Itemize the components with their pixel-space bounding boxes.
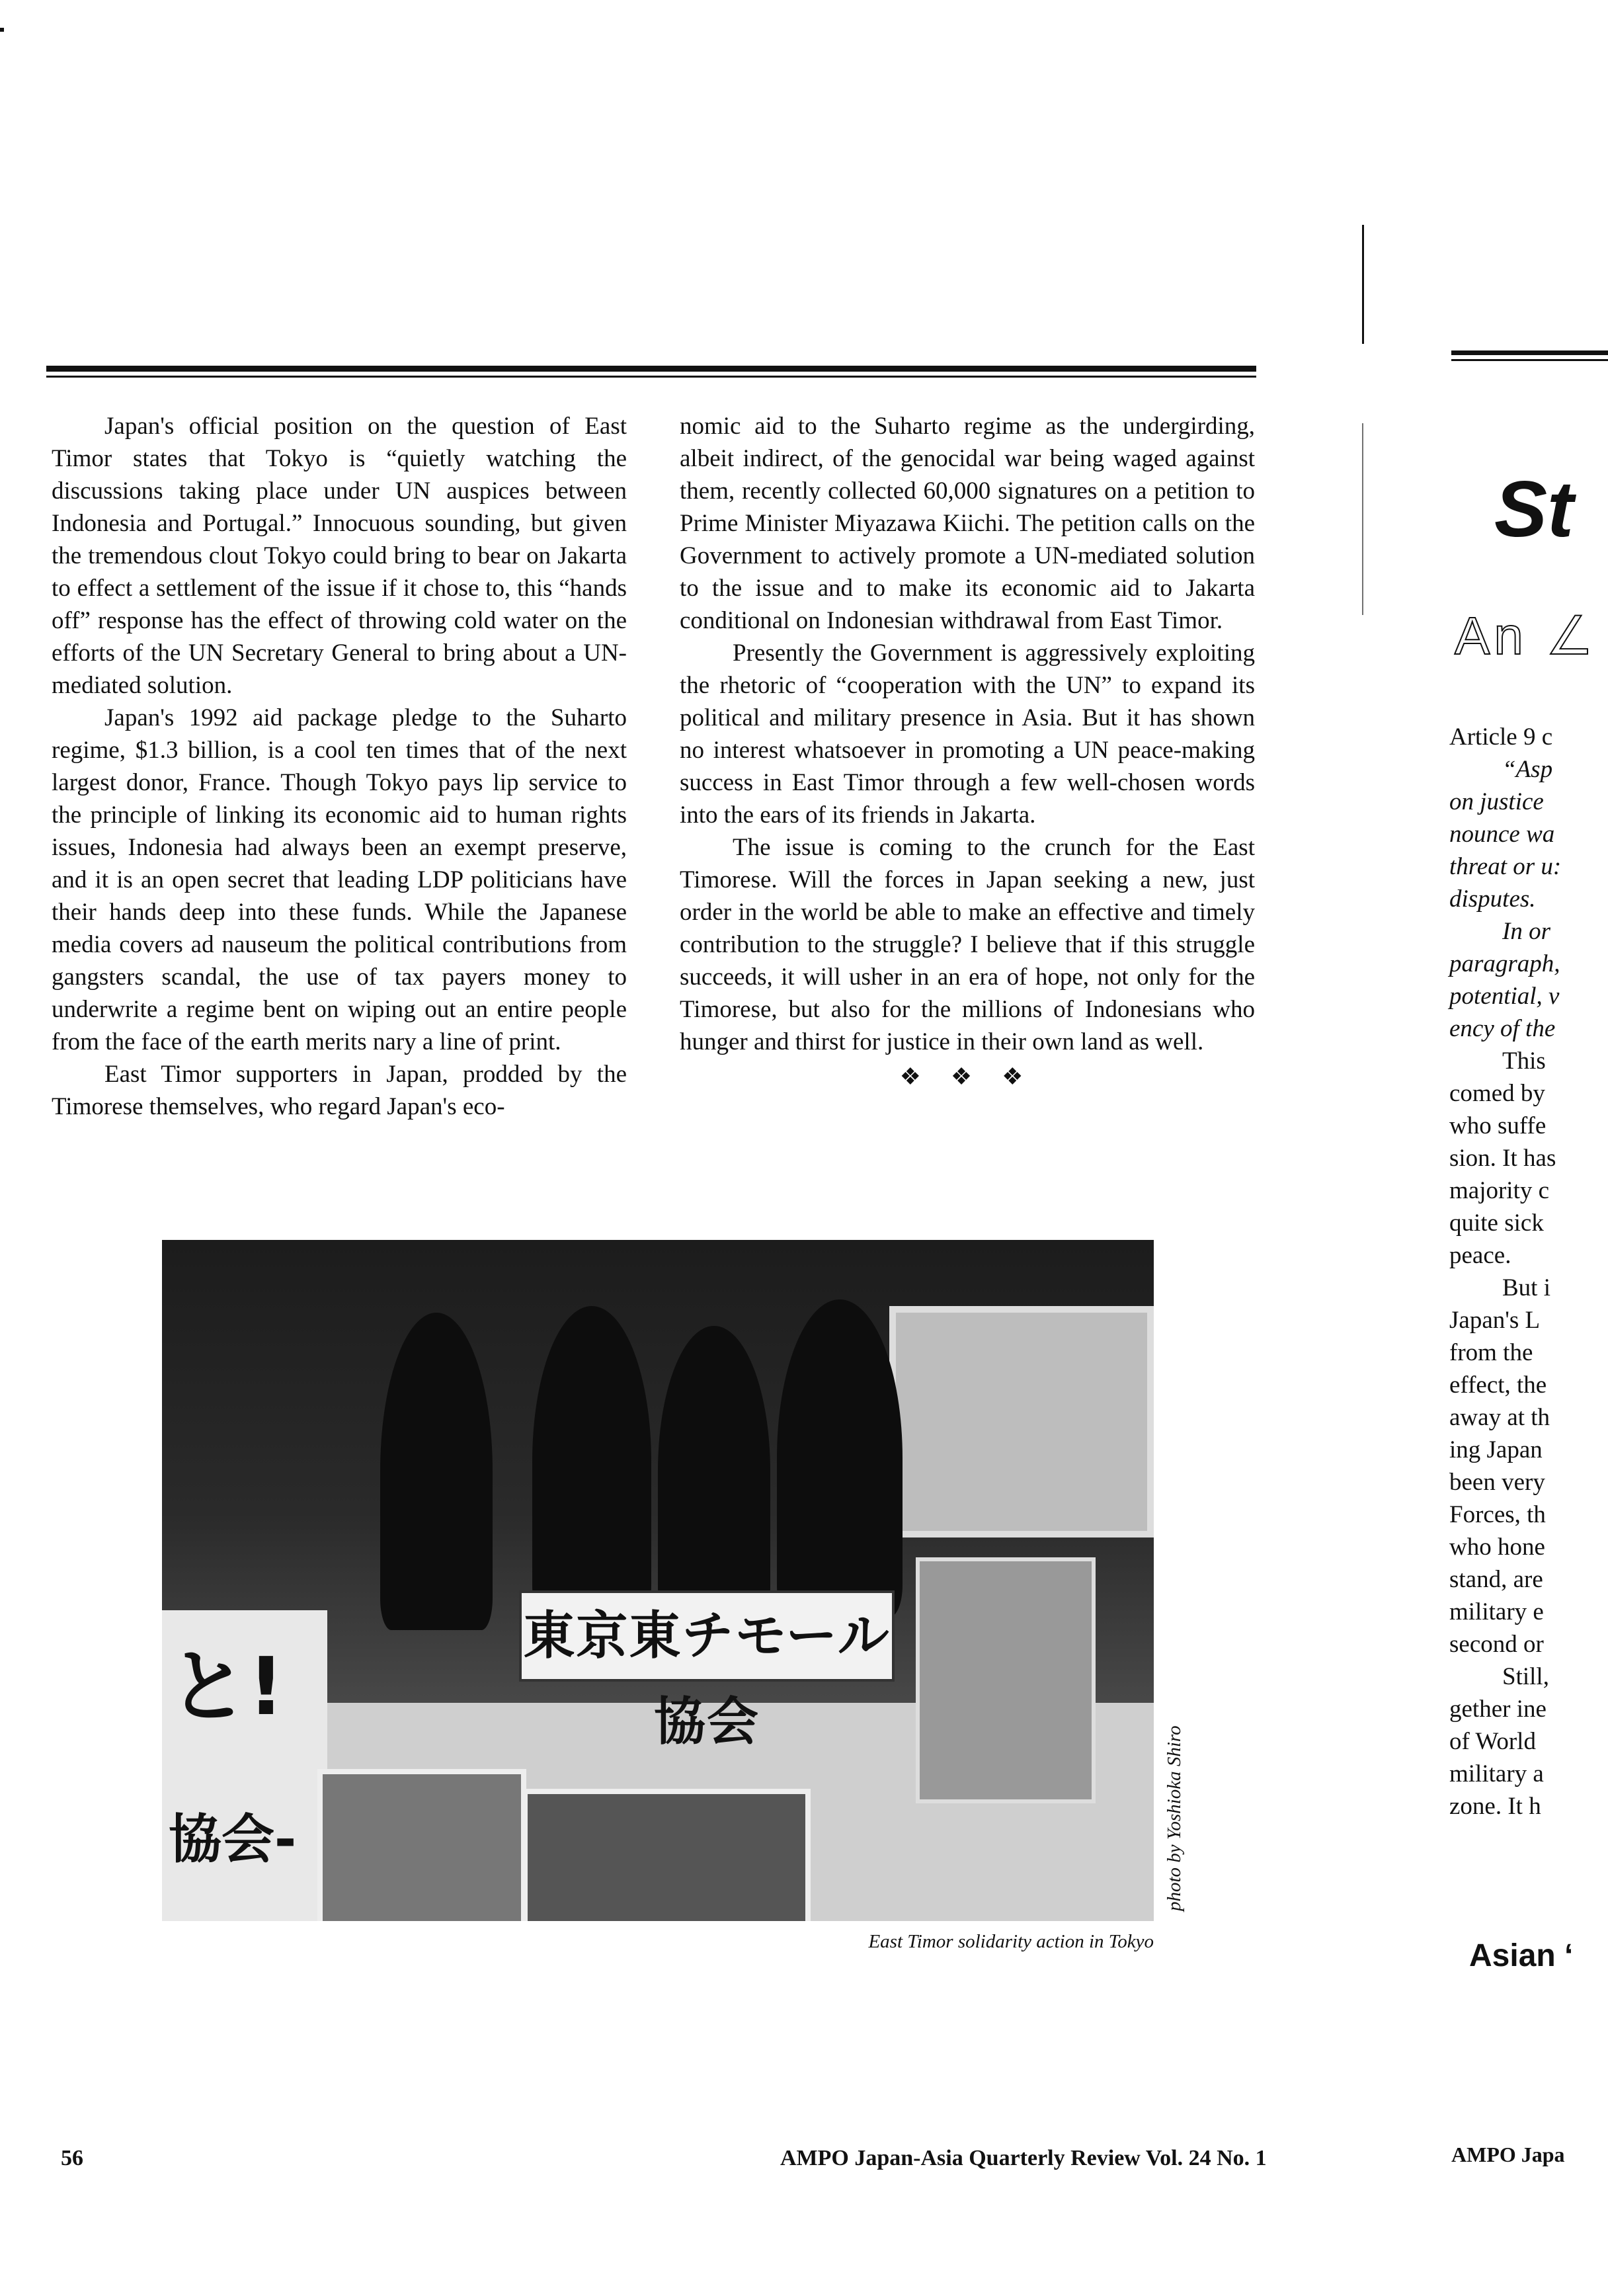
article-column-1: [52, 410, 627, 1123]
paragraph: The issue is coming to the crunch for the East Timorese. Will the forces in Japan seeking a new, just order in the world be able to make an effective and timely contribution to the struggle? I believe that if this struggle succeeds, it will usher in an era of hope, not only for the Timorese, but also for the millions of Indonesians who hunger and thirst for justice in their own land as well.: [680, 834, 1255, 1055]
next-page-title: St: [1494, 465, 1574, 554]
next-page-line: stand, are: [1449, 1566, 1543, 1593]
next-page-line: But i: [1502, 1274, 1550, 1301]
next-page-line: sion. It has: [1449, 1145, 1556, 1172]
next-page-line: Article 9 c: [1449, 723, 1553, 751]
page-gutter: [1362, 225, 1364, 344]
next-page-line: paragraph,: [1449, 950, 1560, 977]
next-page-line: Forces, th: [1449, 1501, 1546, 1528]
next-page-line: ency of the: [1449, 1015, 1556, 1042]
photo-banner-text-2: 協会-: [169, 1809, 297, 1870]
paragraph: Presently the Government is aggressively exploiting the rhetoric of “cooperation with the UN” to expand its political and military presence in Asia. But it has shown no interest whatsoever in promoting a UN peace-making success in East Timor through a few well-chosen words into the ears of its friends in Jakarta.: [680, 639, 1255, 829]
next-page-subtitle: An ∠: [1455, 606, 1597, 665]
next-page-journal-footer: AMPO Japa: [1451, 2143, 1565, 2166]
next-page-line: Still,: [1502, 1663, 1549, 1690]
photo-person: [777, 1299, 903, 1617]
next-page-line: “Asp: [1502, 756, 1553, 783]
journal-footer: AMPO Japan-Asia Quarterly Review Vol. 24 No. 1: [780, 2146, 1267, 2170]
next-page-line: of World: [1449, 1728, 1536, 1755]
next-page-line: effect, the: [1449, 1372, 1547, 1399]
next-page-line: from the: [1449, 1339, 1533, 1366]
next-page-line: majority c: [1449, 1177, 1550, 1204]
next-page-line: gether ine: [1449, 1696, 1547, 1723]
photo-caption: East Timor solidarity action in Tokyo: [868, 1931, 1154, 1952]
photo-banner-text: と!: [169, 1641, 284, 1733]
solidarity-photo: [162, 1240, 1154, 1921]
next-page-line: nounce wa: [1449, 821, 1555, 848]
photo-person: [532, 1306, 651, 1617]
next-page-line: quite sick: [1449, 1210, 1544, 1237]
photo-box: [916, 1557, 1096, 1803]
paragraph: East Timor supporters in Japan, prodded by the Timorese themselves, who regard Japan's eco-: [52, 1061, 627, 1120]
next-page-line: military a: [1449, 1760, 1544, 1787]
next-page-text: [1449, 721, 1561, 1823]
photo-poster: [522, 1789, 811, 1921]
page-number: 56: [61, 2146, 83, 2170]
next-page-line: zone. It h: [1449, 1793, 1541, 1820]
next-page-rule: [1451, 350, 1608, 355]
next-page-line: peace.: [1449, 1242, 1511, 1269]
top-rule-thin: [46, 376, 1256, 378]
next-page-line: on justice: [1449, 788, 1544, 815]
next-page-line: who hone: [1449, 1534, 1545, 1561]
next-page-line: potential, v: [1449, 983, 1560, 1010]
next-page-line: comed by: [1449, 1080, 1545, 1107]
next-page-line: military e: [1449, 1598, 1544, 1625]
next-page-line: who suffe: [1449, 1112, 1547, 1139]
next-page-line: ing Japan: [1449, 1436, 1543, 1463]
next-page-line: second or: [1449, 1631, 1544, 1658]
next-page-bottom-heading: Asian ‘: [1469, 1938, 1574, 1973]
top-rule: [46, 366, 1256, 372]
photo-credit: photo by Yoshioka Shiro: [1164, 1725, 1185, 1911]
paragraph: Japan's official position on the question of East Timor states that Tokyo is “quietly watching the discussions taking place under UN auspices between Indonesia and Portugal.” Innocuous sounding, but given the tremendous clout Tokyo could bring to bear on Jakarta to effect a settlement of the issue if it chose to, this “hands off” response has the effect of throwing cold water on the efforts of the UN Secretary General to bring about a UN-mediated solution.: [52, 413, 627, 699]
photo-wall-frame: [889, 1306, 1154, 1538]
page-gutter-lower: [1362, 423, 1363, 615]
photo-person: [658, 1326, 770, 1617]
paragraph: Japan's 1992 aid package pledge to the Suharto regime, $1.3 billion, is a cool ten times that of the next largest donor, France. Though Tokyo pays lip service to the principle of linking its economic aid to human rights issues, Indonesia had always been an exempt preserve, and it is an open secret that leading LDP politicians have their hands deep into these funds. While the Japanese media covers ad nauseum the political contributions from gangsters scandal, the use of tax payers money to underwrite a regime bent on wiping out an entire people from the face of the earth merits nary a line of print.: [52, 704, 627, 1055]
photo-banner: [162, 1610, 327, 1921]
photo-poster: [317, 1769, 526, 1921]
next-page-line: In or: [1502, 918, 1550, 945]
next-page-line: threat or u:: [1449, 853, 1562, 880]
photo-person: [380, 1313, 493, 1630]
next-page-line: Japan's L: [1449, 1307, 1541, 1334]
next-page-rule-thin: [1451, 359, 1608, 361]
paragraph: nomic aid to the Suharto regime as the undergirding, albeit indirect, of the genocidal war being waged against them, recently collected 60,000 signatures on a petition to Prime Minister Miyazawa Kiichi. The petition calls on the Government to actively promote a UN-mediated solution to the issue and to make its economic aid to Jakarta conditional on Indonesian withdrawal from East Timor.: [680, 413, 1255, 634]
next-page-line: been very: [1449, 1469, 1545, 1496]
next-page-line: This: [1502, 1047, 1546, 1075]
article-column-2: [680, 410, 1255, 1093]
next-page-line: away at th: [1449, 1404, 1550, 1431]
end-ornament: ❖ ❖ ❖: [899, 1063, 1035, 1090]
photo-sign: 東京東チモール協会: [519, 1590, 895, 1682]
next-page-line: disputes.: [1449, 885, 1536, 913]
scan-mark: [0, 28, 4, 32]
